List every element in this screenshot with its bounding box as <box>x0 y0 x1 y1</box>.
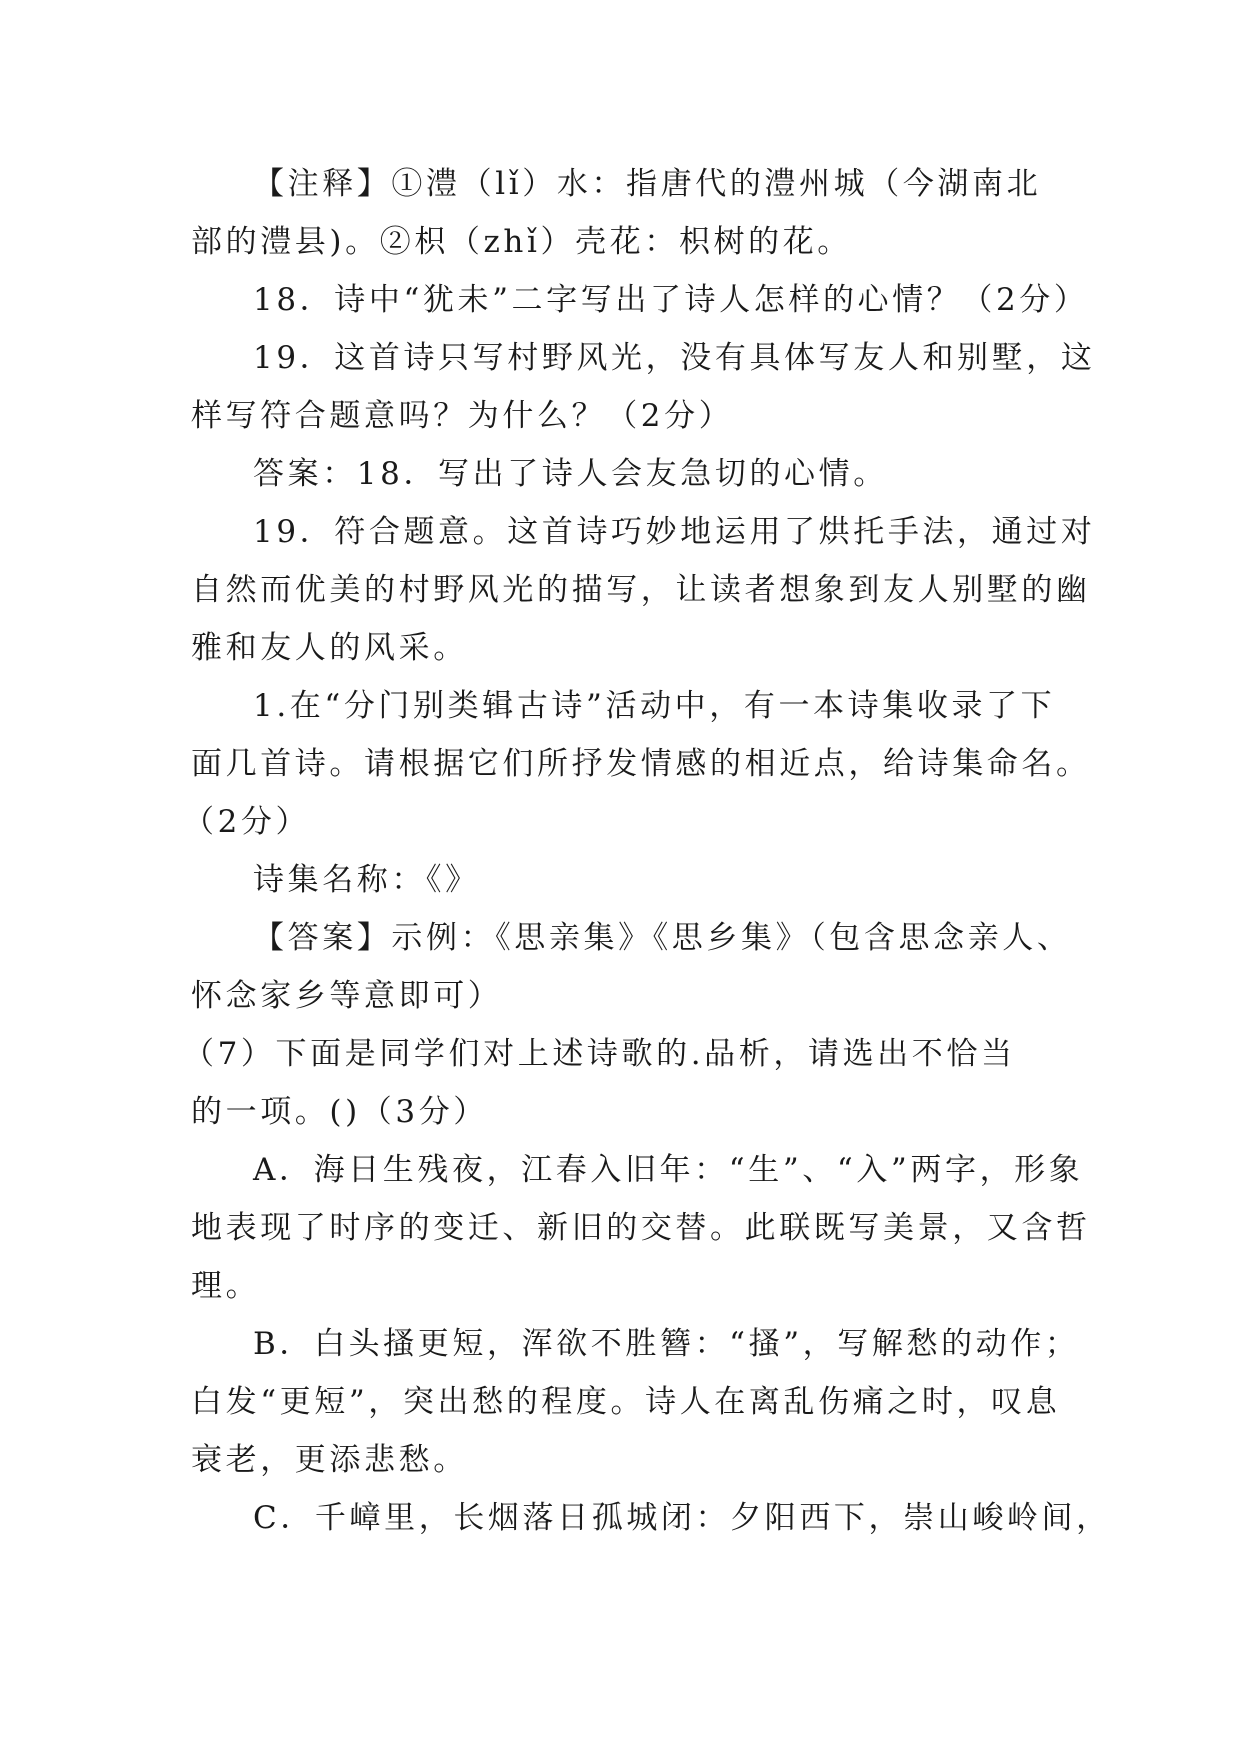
answer-19-line-1: 19．符合题意。这首诗巧妙地运用了烘托手法，通过对 <box>253 514 1096 550</box>
answer-19-line-2: 自然而优美的村野风光的描写，让读者想象到友人别墅的幽 <box>191 572 1091 608</box>
option-a-line-2: 地表现了时序的变迁、新旧的交替。此联既写美景，又含哲 <box>191 1210 1091 1246</box>
answer-1-line-1: 【答案】示例：《思亲集》《思乡集》（包含思念亲人、 <box>253 920 1072 956</box>
question-1-line-2: 面几首诗。请根据它们所抒发情感的相近点，给诗集命名。 <box>191 746 1091 782</box>
question-18: 18．诗中“犹未”二字写出了诗人怎样的心情？（2分） <box>253 282 1089 318</box>
answer-1-line-2: 怀念家乡等意即可） <box>191 978 503 1014</box>
option-b-line-1: B．白头搔更短，浑欲不胜簪：“搔”，写解愁的动作； <box>253 1326 1080 1362</box>
question-19-line-2: 样写符合题意吗？为什么？（2分） <box>191 398 734 434</box>
note-line-2: 部的澧县)。②枳（zhǐ）壳花：枳树的花。 <box>191 224 852 260</box>
question-7-line-2: 的一项。()（3分） <box>191 1094 488 1130</box>
option-b-line-2: 白发“更短”，突出愁的程度。诗人在离乱伤痛之时，叹息 <box>191 1384 1061 1420</box>
option-b-line-3: 衰老，更添悲愁。 <box>191 1442 468 1478</box>
collection-name-line: 诗集名称：《》 <box>253 862 480 898</box>
question-1-line-1: 1.在“分门别类辑古诗”活动中，有一本诗集收录了下 <box>253 688 1056 724</box>
option-c-line-1: C．千嶂里，长烟落日孤城闭：夕阳西下，崇山峻岭间， <box>253 1500 1111 1536</box>
answer-18: 答案：18．写出了诗人会友急切的心情。 <box>253 456 888 492</box>
question-1-line-3: （2分） <box>183 804 311 840</box>
answer-19-line-3: 雅和友人的风采。 <box>191 630 468 666</box>
option-a-line-3: 理。 <box>191 1268 261 1304</box>
option-a-line-1: A．海日生残夜，江春入旧年：“生”、“入”两字，形象 <box>253 1152 1084 1188</box>
question-19-line-1: 19．这首诗只写村野风光，没有具体写友人和别墅，这 <box>253 340 1096 376</box>
question-7-line-1: （7）下面是同学们对上述诗歌的.品析，请选出不恰当 <box>183 1036 1016 1072</box>
note-line-1: 【注释】①澧（lǐ）水：指唐代的澧州城（今湖南北 <box>253 166 1042 202</box>
